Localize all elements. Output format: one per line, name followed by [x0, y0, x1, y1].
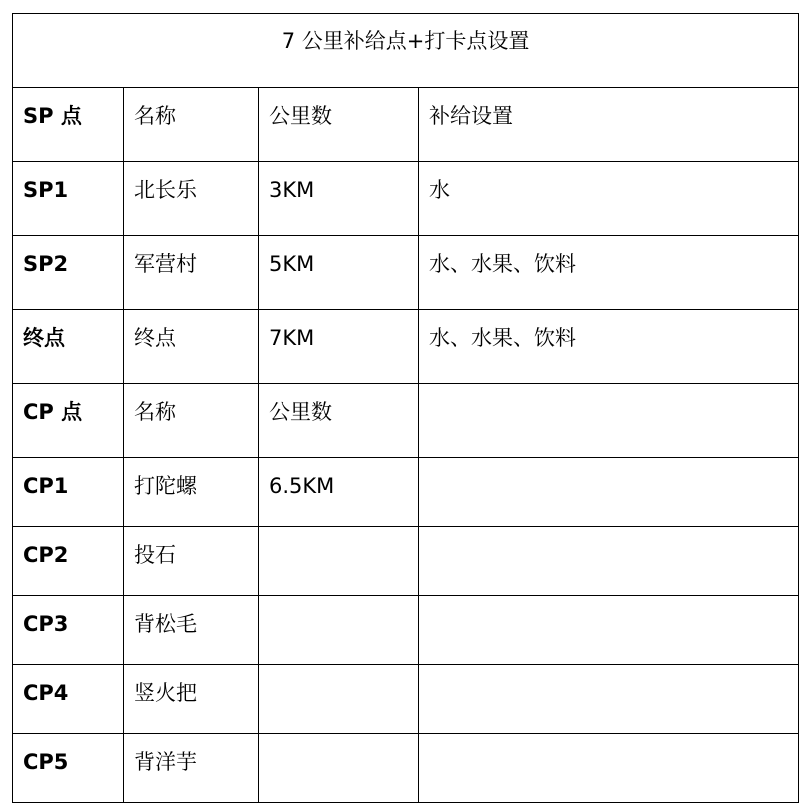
- table-row: [13, 88, 799, 162]
- table-cell: [419, 527, 799, 596]
- table-title-row: [13, 14, 799, 88]
- table-cell: 7KM: [259, 310, 419, 384]
- table-cell: [419, 458, 799, 527]
- table-cell: CP 点: [13, 384, 124, 458]
- table-cell: [259, 596, 419, 665]
- table-title: 7 公里补给点+打卡点设置: [13, 14, 799, 88]
- table-cell: [259, 665, 419, 734]
- table-cell: [259, 527, 419, 596]
- table-row: [13, 596, 799, 665]
- table-cell: 公里数: [259, 384, 419, 458]
- table-cell: 背松毛: [124, 596, 259, 665]
- table-cell: CP1: [13, 458, 124, 527]
- table-cell: [419, 596, 799, 665]
- table-row: [13, 236, 799, 310]
- table-cell: CP3: [13, 596, 124, 665]
- table-cell: CP4: [13, 665, 124, 734]
- table-cell: SP2: [13, 236, 124, 310]
- table-cell: 打陀螺: [124, 458, 259, 527]
- table-cell: 水、水果、饮料: [419, 310, 799, 384]
- table-cell: 军营村: [124, 236, 259, 310]
- table-cell: [419, 734, 799, 803]
- table-cell: 终点: [13, 310, 124, 384]
- table-cell: 公里数: [259, 88, 419, 162]
- table-cell: 6.5KM: [259, 458, 419, 527]
- table-cell: 名称: [124, 384, 259, 458]
- table-cell: 5KM: [259, 236, 419, 310]
- table-cell: SP 点: [13, 88, 124, 162]
- table-cell: 水: [419, 162, 799, 236]
- table-cell: [419, 384, 799, 458]
- table-cell: CP2: [13, 527, 124, 596]
- table-cell: [419, 665, 799, 734]
- table-cell: 投石: [124, 527, 259, 596]
- table-cell: SP1: [13, 162, 124, 236]
- table-cell: 竖火把: [124, 665, 259, 734]
- table-row: [13, 665, 799, 734]
- table-row: [13, 458, 799, 527]
- table-row: [13, 527, 799, 596]
- table-cell: 背洋芋: [124, 734, 259, 803]
- table-row: [13, 162, 799, 236]
- table-cell: 名称: [124, 88, 259, 162]
- table-cell: 北长乐: [124, 162, 259, 236]
- table-cell: CP5: [13, 734, 124, 803]
- table-row: [13, 310, 799, 384]
- table-cell: 补给设置: [419, 88, 799, 162]
- table-cell: 终点: [124, 310, 259, 384]
- table-cell: [259, 734, 419, 803]
- supply-checkpoint-table: [12, 13, 799, 803]
- table-cell: 水、水果、饮料: [419, 236, 799, 310]
- table-cell: 3KM: [259, 162, 419, 236]
- table-row: [13, 734, 799, 803]
- table-row: [13, 384, 799, 458]
